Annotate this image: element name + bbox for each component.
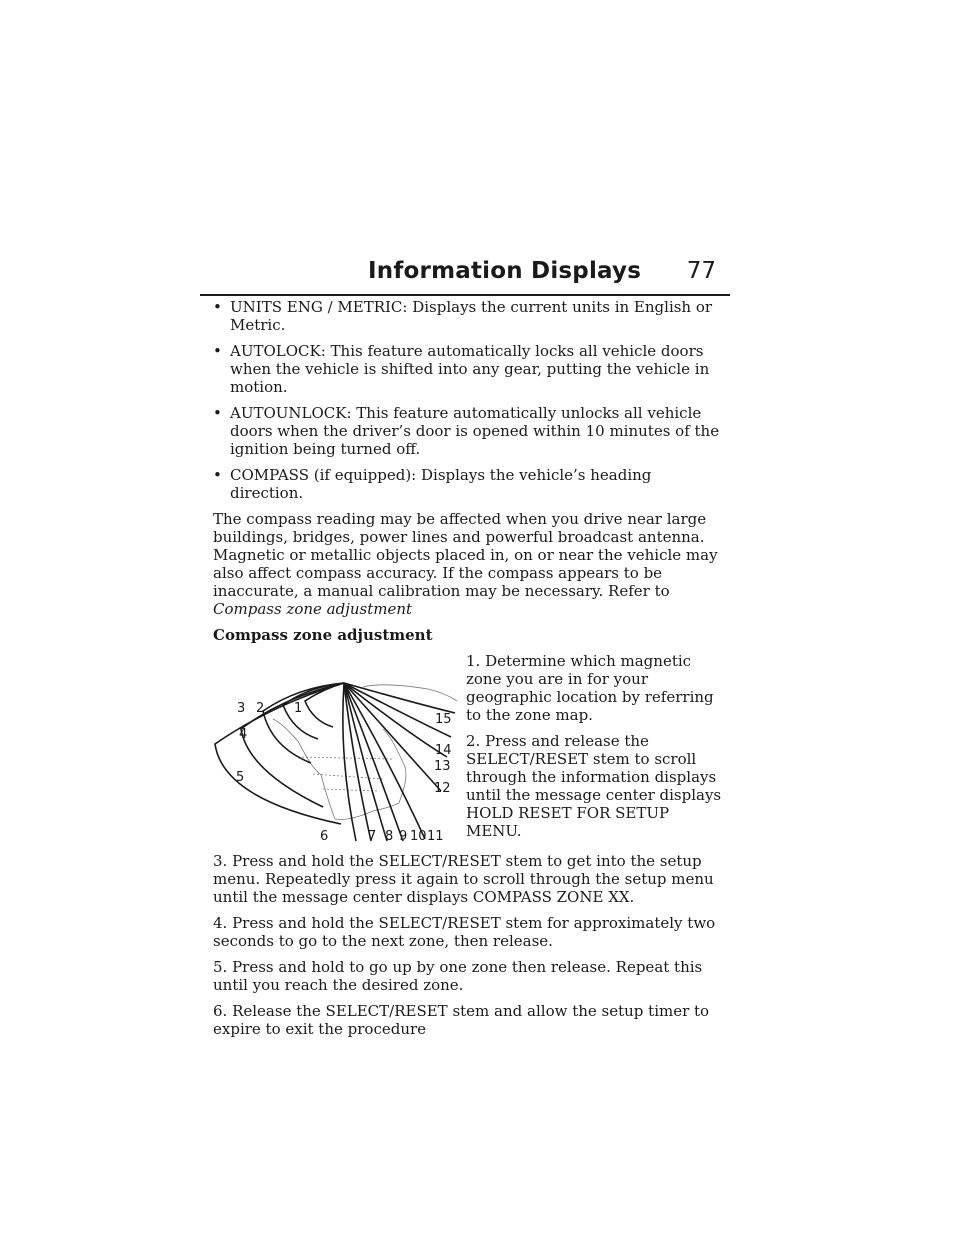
zone-figure-row (213, 652, 723, 844)
cross-reference: Compass zone adjustment (213, 600, 413, 618)
zone-line (344, 683, 455, 713)
page-header (200, 236, 730, 296)
step-1: 1. Determine which magnetic zone you are in for your geographic location by referring to the zone map. (466, 652, 714, 724)
bullet-autolock (213, 342, 723, 396)
page-content (213, 298, 723, 1046)
zone-label-1: 1 (294, 701, 303, 716)
zone-map-svg (213, 679, 459, 849)
step-6: 6. Release the SELECT/RESET stem and allow the setup timer to expire to exit the procedure (213, 1002, 710, 1038)
step-3: 3. Press and hold the SELECT/RESET stem to get into the setup menu. Repeatedly press it again to scroll through the setup menu until the message center displays COMPASS ZONE XX. (213, 852, 714, 906)
zone-label-2: 2 (256, 701, 265, 716)
zone-label-13: 13 (434, 759, 451, 774)
bullet-autounlock (213, 404, 723, 458)
bullet-marker: • (213, 298, 222, 316)
coastline-west (273, 719, 335, 819)
zone-label-11: 11 (427, 829, 444, 844)
zone-label-15: 15 (435, 712, 452, 727)
bullet-text: UNITS ENG / METRIC: Displays the current units in English or Metric. (230, 298, 713, 334)
step-4: 4. Press and hold the SELECT/RESET stem for approximately two seconds to go to the next zone, then release. (213, 914, 716, 950)
page-number: 77 (686, 258, 716, 284)
zone-label-4: 4 (239, 727, 248, 742)
compass-paragraph-text: The compass reading may be affected when you drive near large buildings, bridges, power lines and powerful broadcast antenna. Magnetic or metallic objects placed in, on or near the vehicle may also affect compass accuracy. If the compass appears to be inaccurate, a manual calibration may be necessary. Refer to (213, 510, 718, 600)
bullet-text: AUTOLOCK: This feature automatically locks all vehicle doors when the vehicle is shifted into any gear, putting the vehicle in motion. (230, 342, 710, 396)
step-5: 5. Press and hold to go up by one zone then release. Repeat this until you reach the desired zone. (213, 958, 703, 994)
zone-label-12: 12 (434, 781, 451, 796)
bullet-marker: • (213, 404, 222, 422)
zone-label-10: 10 (410, 829, 427, 844)
bullet-marker: • (213, 466, 222, 484)
side-steps (466, 652, 726, 848)
zone-line (215, 683, 344, 824)
zone-label-14: 14 (435, 743, 452, 758)
section-heading: Compass zone adjustment (213, 626, 433, 644)
zone-line (344, 683, 441, 791)
section-title: Information Displays (368, 258, 642, 284)
bullet-units (213, 298, 723, 334)
step-2: 2. Press and release the SELECT/RESET stem to scroll through the information displays until the message center displays HOLD RESET FOR SETUP MENU. (466, 732, 722, 840)
zone-label-3: 3 (237, 701, 246, 716)
zone-label-5: 5 (236, 770, 245, 785)
compass-zone-map (213, 679, 459, 849)
bullet-text: AUTOUNLOCK: This feature automatically unlocks all vehicle doors when the driver’s door is opened within 10 minutes of the ignition being turned off. (230, 404, 720, 458)
bullet-marker: • (213, 342, 222, 360)
compass-paragraph (213, 510, 723, 618)
zone-label-8: 8 (385, 829, 394, 844)
bullet-compass (213, 466, 723, 502)
zone-lines (215, 683, 455, 841)
zone-label-6: 6 (320, 829, 329, 844)
zone-label-7: 7 (368, 829, 377, 844)
zone-line (344, 683, 425, 839)
zone-label-9: 9 (399, 829, 408, 844)
bullet-text: COMPASS (if equipped): Displays the vehicle’s heading direction. (230, 466, 652, 502)
